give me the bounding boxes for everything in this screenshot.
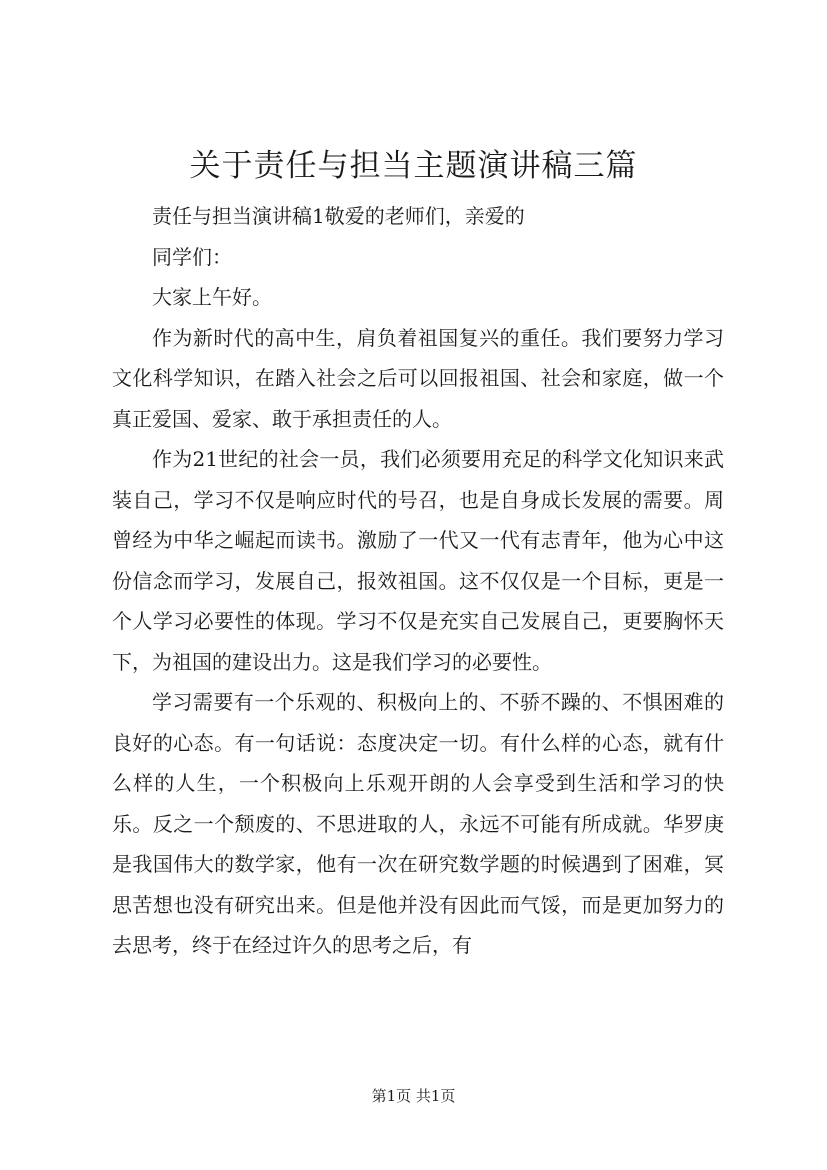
page-footer: 第1页 共1页: [371, 1087, 456, 1105]
paragraph: 作为21世纪的社会一员，我们必须要用充足的科学文化知识来武装自己，学习不仅是响应时代的号召，也是自身成长发展的需要。周曾经为中华之崛起而读书。激励了一代又一代有志青年，他为心中这份信念而学习，发展自己，报效祖国。这不仅仅是一个目标，更是一个人学习必要性的体现。学习不仅是充实自己发展自己，更要胸怀天下，为祖国的建设出力。这是我们学习的必要性。: [112, 447, 724, 674]
paragraph: 作为新时代的高中生，肩负着祖国复兴的重任。我们要努力学习文化科学知识，在踏入社会之后可以回报祖国、社会和家庭，做一个真正爱国、爱家、敢于承担责任的人。: [112, 325, 724, 431]
document-body: [112, 196, 724, 966]
paragraph: 责任与担当演讲稿1敬爱的老师们，亲爱的: [152, 204, 525, 228]
paragraph: 学习需要有一个乐观的、积极向上的、不骄不躁的、不惧困难的良好的心态。有一句话说：态度决定一切。有什么样的心态，就有什么样的人生，一个积极向上乐观开朗的人会享受到生活和学习的快乐。反之一个颓废的、不思进取的人，永远不可能有所成就。华罗庚是我国伟大的数学家，他有一次在研究数学题的时候遇到了困难，冥思苦想也没有研究出来。但是他并没有因此而气馁，而是更加努力的去思考，终于在经过许久的思考之后，有: [112, 690, 724, 957]
document-title: 关于责任与担当主题演讲稿三篇: [189, 148, 638, 184]
paragraph: 同学们：: [152, 244, 232, 269]
paragraph: 大家上午好。: [152, 285, 272, 309]
